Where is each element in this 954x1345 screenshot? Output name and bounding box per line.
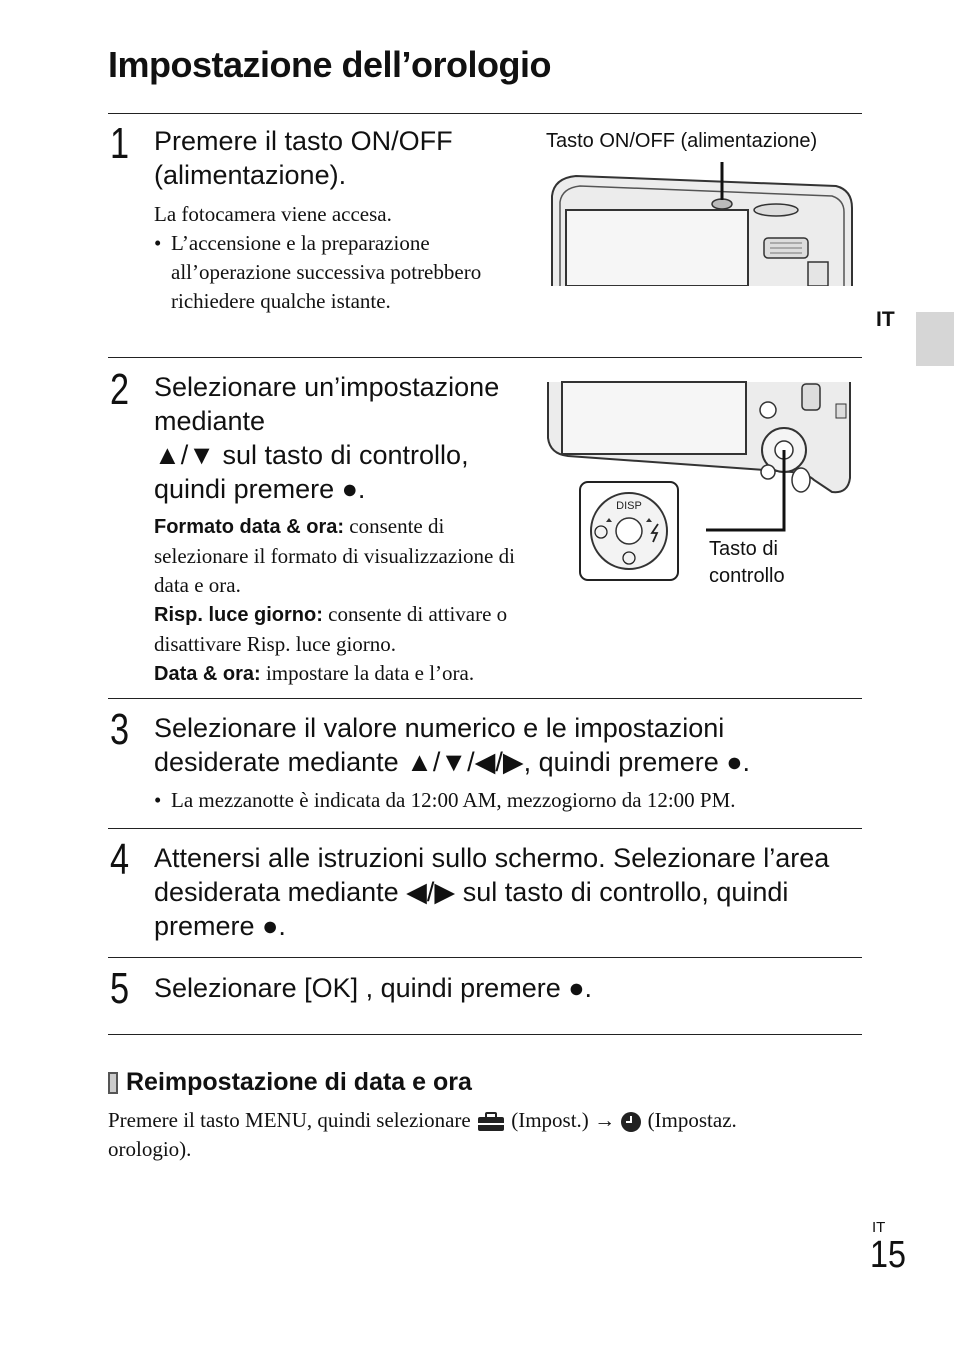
step-2-item bbox=[154, 512, 534, 600]
control-caption-line-2: controllo bbox=[709, 565, 785, 587]
step-2-item bbox=[154, 600, 534, 659]
step-1-bullet-text: L’accensione e la preparazione all’operazione successiva potrebbero richiedere qualche istante. bbox=[171, 231, 482, 313]
arrow-icon: → bbox=[594, 1108, 616, 1132]
item-desc: consente di selezionare il formato di visualizzazione di data e ora. bbox=[154, 514, 515, 597]
divider bbox=[108, 1034, 862, 1035]
step-number-2: 2 bbox=[110, 365, 130, 414]
item-desc: impostare la data e l’ora. bbox=[265, 661, 475, 685]
divider bbox=[108, 113, 862, 114]
step-number-1: 1 bbox=[110, 119, 130, 168]
step-2-heading bbox=[154, 370, 524, 506]
step-1-body bbox=[154, 200, 494, 316]
language-tab bbox=[916, 312, 954, 366]
disp-label: DISP bbox=[616, 500, 642, 512]
reset-text-b: (Impost.) bbox=[511, 1108, 589, 1132]
reset-heading bbox=[108, 1068, 472, 1097]
step-1-text: La fotocamera viene accesa. bbox=[154, 202, 392, 226]
item-term: Risp. luce giorno: bbox=[154, 604, 323, 626]
step-3-body bbox=[154, 786, 854, 815]
clock-icon bbox=[620, 1111, 642, 1133]
step-1-heading: Premere il tasto ON/OFF (alimentazione). bbox=[154, 126, 453, 190]
page-title: Impostazione dell’orologio bbox=[108, 44, 552, 85]
step-1-bullet: • L’accensione e la preparazione all’operazione successiva potrebbero richiedere qualche istante. bbox=[154, 229, 494, 316]
camera-back-illustration bbox=[546, 380, 856, 590]
divider bbox=[108, 957, 862, 958]
step-4-heading: Attenersi alle istruzioni sullo schermo. Selezionare l’area desiderata mediante ◀/▶ sul tasto di controllo, quindi premere ●. bbox=[154, 843, 830, 941]
reset-text-d: orologio). bbox=[108, 1137, 192, 1161]
camera-top-illustration bbox=[546, 158, 856, 286]
step-2-heading-a: Selezionare un’impostazione mediante bbox=[154, 372, 500, 436]
step-number-4: 4 bbox=[110, 835, 130, 884]
item-desc: consente di attivare o disattivare Risp. luce giorno. bbox=[154, 602, 508, 656]
item-term: Formato data & ora: bbox=[154, 516, 345, 538]
step-3-bullet: • La mezzanotte è indicata da 12:00 AM, mezzogiorno da 12:00 PM. bbox=[154, 786, 854, 815]
step-number-5: 5 bbox=[110, 964, 130, 1013]
reset-heading-text: Reimpostazione di data e ora bbox=[126, 1068, 472, 1096]
footer-language: IT bbox=[872, 1219, 886, 1236]
control-caption-line-1: Tasto di bbox=[709, 538, 778, 560]
language-label: IT bbox=[876, 308, 895, 331]
divider bbox=[108, 357, 862, 358]
power-button-caption: Tasto ON/OFF (alimentazione) bbox=[546, 130, 818, 152]
step-number-3: 3 bbox=[110, 705, 130, 754]
item-term: Data & ora: bbox=[154, 663, 261, 685]
reset-text-a: Premere il tasto MENU, quindi selezionare bbox=[108, 1108, 471, 1132]
step-5-heading: Selezionare [OK] , quindi premere ●. bbox=[154, 973, 593, 1003]
step-2-item bbox=[154, 659, 534, 689]
divider bbox=[108, 698, 862, 699]
toolbox-icon bbox=[476, 1112, 506, 1132]
section-marker-icon bbox=[108, 1072, 118, 1094]
divider bbox=[108, 828, 862, 829]
control-button-caption bbox=[709, 536, 785, 590]
step-2-heading-b: ▲/▼ sul tasto di controllo, quindi premere ●. bbox=[154, 440, 469, 504]
step-3-bullet-text: La mezzanotte è indicata da 12:00 AM, mezzogiorno da 12:00 PM. bbox=[171, 788, 736, 812]
reset-text-c: (Impostaz. bbox=[647, 1108, 737, 1132]
step-2-body bbox=[154, 512, 534, 689]
reset-text bbox=[108, 1106, 858, 1164]
page-number: 15 bbox=[870, 1234, 906, 1276]
step-3-heading: Selezionare il valore numerico e le impostazioni desiderate mediante ▲/▼/◀/▶, quindi premere ●. bbox=[154, 713, 751, 777]
